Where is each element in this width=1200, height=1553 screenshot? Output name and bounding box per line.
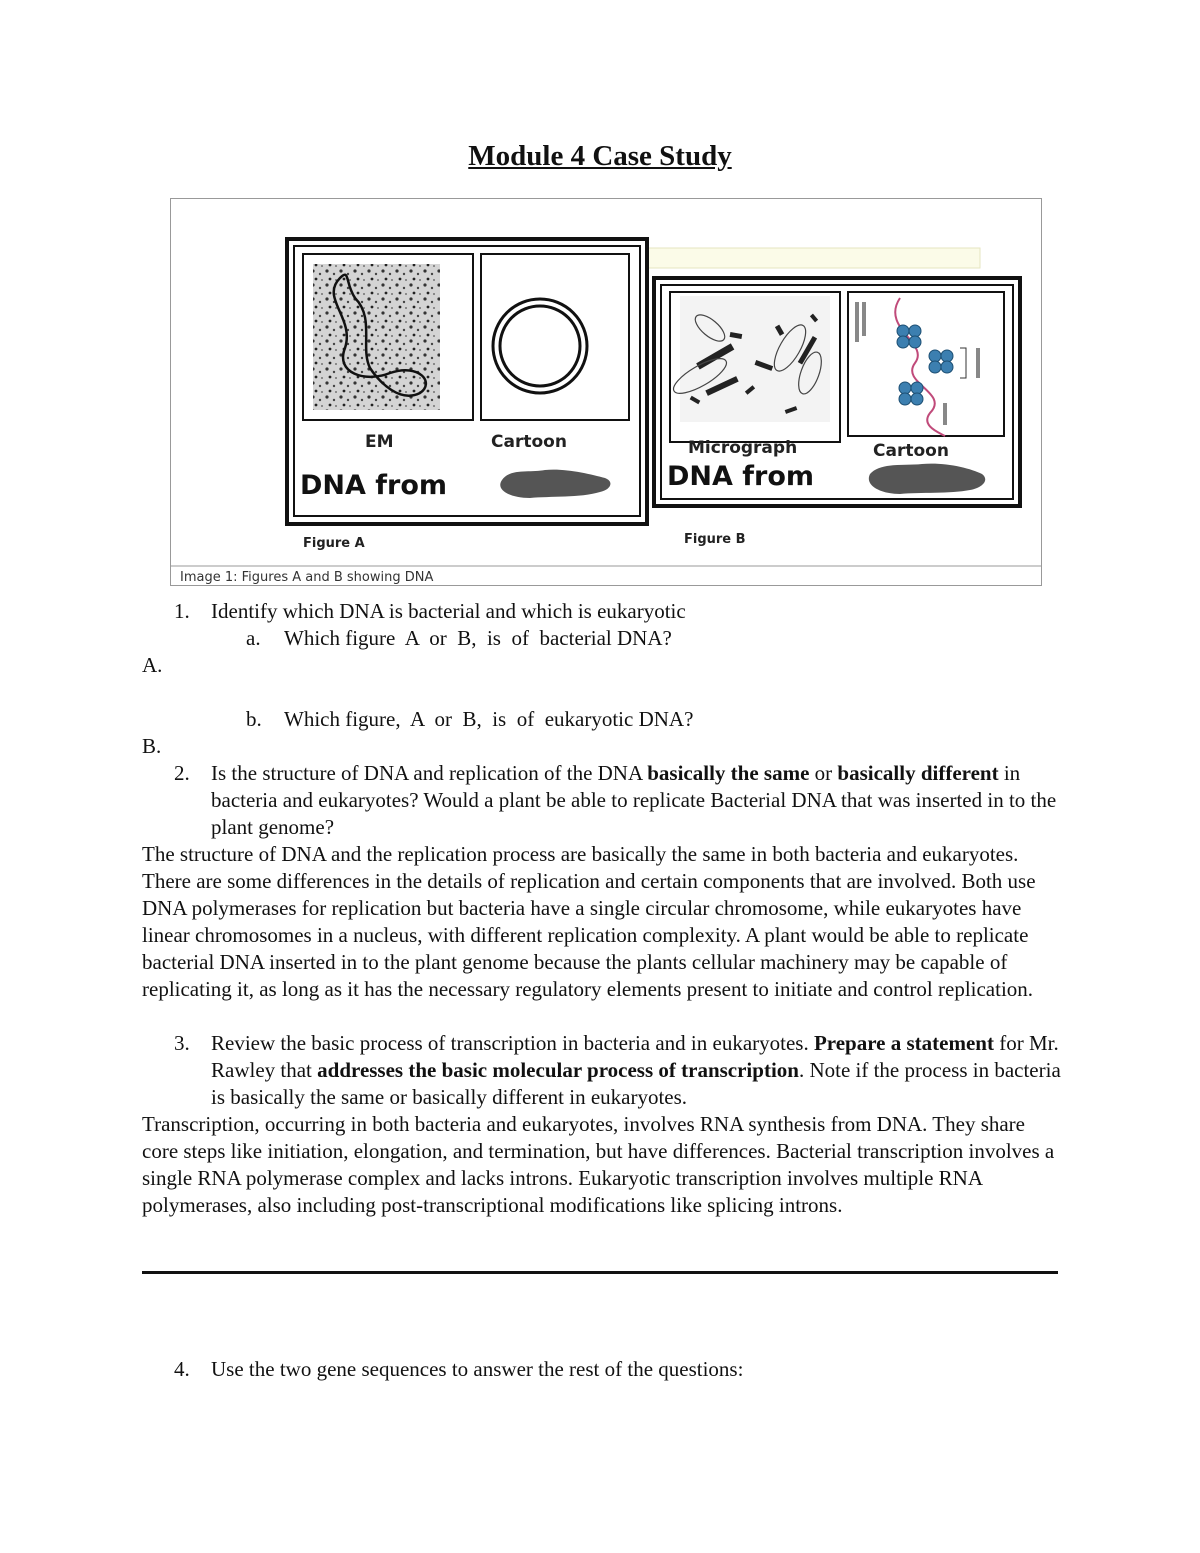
q1a-text: Which figure A or B, is of bacterial DNA? [284, 626, 672, 650]
q4-number: 4. [174, 1357, 190, 1381]
cartoon-label-b: Cartoon [873, 441, 949, 461]
q2-answer: The structure of DNA and the replication process are basically the same in both bacteria and eukaryotes. There are some differences in the details of replication and certain components that are involved. Both use DNA polymerases for replication but bacteria have a single circular chromosome, while eukaryotes have linear chromosomes in a nucleus, with different replication complexity. A plant would be able to replicate bacterial DNA inserted in to the plant genome because the plants cellular machinery may be capable of replicating it, as long as it has the necessary regulatory elements present to initiate and control replication. [142, 842, 1036, 1001]
q2-bold-same: basically the same [647, 761, 810, 785]
q2-text: Is the structure of DNA and replication of the DNA basically the same or basically different in bacteria and eukaryotes? Would a plant be able to replicate Bacterial DNA that was inserted in to the plant genome? [211, 761, 1057, 839]
page-title: Module 4 Case Study [468, 140, 732, 172]
q1b-answer: B. [142, 734, 162, 758]
figure-a-label: Figure A [303, 536, 365, 551]
q1a-letter: a. [246, 626, 261, 650]
q1a-answer: A. [142, 653, 163, 677]
figure-caption: Image 1: Figures A and B showing DNA [180, 570, 434, 585]
dna-figure-image [170, 198, 1042, 586]
figure-b-label: Figure B [684, 532, 746, 547]
q1-text: Identify which DNA is bacterial and which is eukaryotic [211, 599, 686, 623]
dna-from-label-b: DNA from [667, 461, 815, 492]
q3-bold-process: addresses the basic molecular process of transcription [317, 1058, 799, 1082]
q2-bold-different: basically different [837, 761, 999, 785]
q3-number: 3. [174, 1031, 190, 1055]
em-label: EM [365, 432, 394, 452]
micrograph-label: Micrograph [688, 438, 798, 458]
em-micrograph [313, 264, 440, 410]
q4-text: Use the two gene sequences to answer the rest of the questions: [211, 1357, 744, 1381]
q3-bold-statement: Prepare a statement [813, 1031, 994, 1055]
q1b-text: Which figure, A or B, is of eukaryotic DNA? [284, 707, 694, 731]
q3-answer: Transcription, occurring in both bacteria and eukaryotes, involves RNA synthesis from DNA. They share core steps like initiation, elongation, and termination, but have differences. Bacterial transcription involves a single RNA polymerase complex and lacks introns. Eukaryotic transcription involves multiple RNA polymerases, also including post-transcriptional modifications like splicing introns. [142, 1112, 1055, 1217]
q1-number: 1. [174, 599, 190, 623]
cartoon-label-a: Cartoon [491, 432, 567, 452]
q1b-letter: b. [246, 707, 262, 731]
section-divider [142, 1271, 1058, 1274]
q2-number: 2. [174, 761, 190, 785]
q3-text: Review the basic process of transcription in bacteria and in eukaryotes. Prepare a statement for Mr. Rawley that addresses the basic molecular process of transcription. Note if the process in bacteria is basically the same or basically different in eukaryotes. [211, 1031, 1061, 1109]
dna-from-label-a: DNA from [300, 470, 448, 501]
